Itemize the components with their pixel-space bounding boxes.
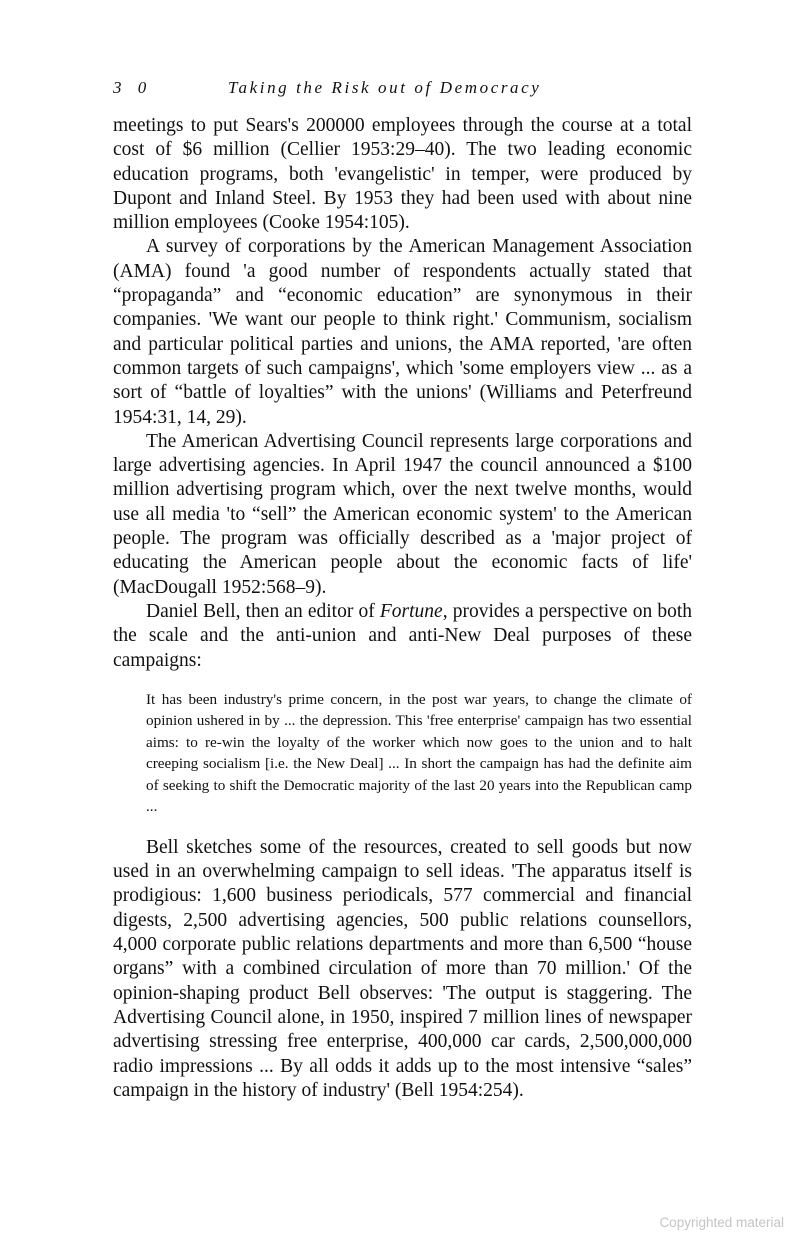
copyright-watermark: Copyrighted material: [659, 1215, 784, 1230]
fortune-title: Fortune: [379, 600, 443, 622]
body-text: [113, 114, 692, 1103]
page-number: 3 0: [113, 78, 153, 97]
block-quote: It has been industry's prime concern, in the post war years, to change the climate of opinion ushered in by ... the depression. This 'free enterprise' campaign has two essential aims: to re-win the loyalty of the worker which now goes to the union and to halt creeping socialism [i.e. the New Deal] ... In short the campaign has had the definite aim of seeking to shift the Democratic majority of the last 20 years into the Republican camp ...: [146, 690, 692, 816]
paragraph-bell-resources: Bell sketches some of the resources, created to sell goods but now used in an overwhelming campaign to sell ideas. 'The apparatus itself is prodigious: 1,600 business periodicals, 577 commercial and financial digests, 2,500 advertising agencies, 500 public relations counsellors, 4,000 corporate public relations departments and more than 6,500 “house organs” with a combined circulation of more than 70 million.' Of the opinion-shaping product Bell observes: 'The output is staggering. The Advertising Council alone, in 1950, inspired 7 million lines of newspaper advertising stressing free enterprise, 400,000 car cards, 2,500,000,000 radio impressions ... By all odds it adds up to the most intensive “sales” campaign in the history of industry' (Bell 1954:254).: [113, 836, 692, 1101]
bell-intro-text: Daniel Bell, then an editor of: [146, 600, 380, 622]
running-title: Taking the Risk out of Democracy: [228, 78, 542, 97]
paragraph-ama-survey: A survey of corporations by the American Management Association (AMA) found 'a good number of respondents actually stated that “propaganda” and “economic education” are synonymous in their companies. 'We want our people to think right.' Communism, socialism and particular political parties and unions, the AMA reported, 'are often common targets of such campaigns', which 'some employers view ... as a sort of “battle of loyalties” with the unions' (Williams and Peterfreund 1954:31, 14, 29).: [113, 236, 692, 428]
running-header: [113, 78, 713, 102]
bell-intro-rest: , provides a perspective on both the scale and the anti-union and anti-New Deal purposes of these campaigns:: [113, 600, 692, 671]
paragraph-advertising-council: The American Advertising Council represents large corporations and large advertising agencies. In April 1947 the council announced a $100 million advertising program which, over the next twelve months, would use all media 'to “sell” the American economic system' to the American people. The program was officially described as a 'major project of educating the American people about the economic facts of life' (MacDougall 1952:568–9).: [113, 430, 692, 598]
paragraph-daniel-bell: [113, 600, 692, 673]
paragraph-sears-programs: meetings to put Sears's 200000 employees through the course at a total cost of $6 million (Cellier 1953:29–40). The two leading economic education programs, both 'evangelistic' in temper, were produced by Dupont and Inland Steel. By 1953 they had been used with about nine million employees (Cooke 1954:105).: [113, 115, 692, 234]
